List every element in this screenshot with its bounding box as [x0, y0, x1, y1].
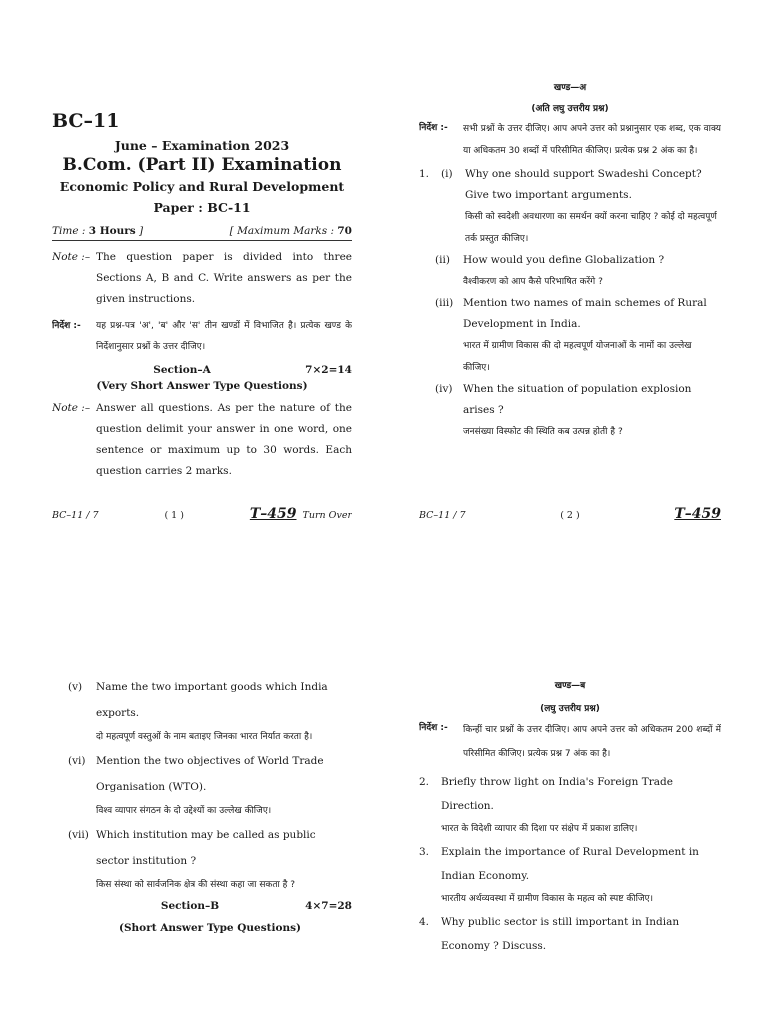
time-marks-row: [52, 225, 352, 241]
question-1-v: (v) Name the two important goods which India exports. दो महत्वपूर्ण वस्तुओं के नाम बताइए जिनका भारत निर्यात करता है।: [68, 681, 328, 742]
page-2-footer: BC–11 / 7 ( 2 ) T–459: [419, 506, 721, 522]
marks-info: [ Maximum Marks : 70: [229, 225, 352, 237]
page-3: [68, 674, 352, 1024]
khand-b-heading: खण्ड—ब: [554, 681, 586, 691]
degree-title: B.Com. (Part II) Examination: [62, 155, 342, 175]
note-section-a: Note :– Answer all questions. As per the nature of the question delimit your answer in one word, one sentence or maximum up to 30 words. Each question carries 2 marks.: [52, 402, 352, 477]
question-1-ii: (ii) How would you define Globalization ? वैश्वीकरण को आप कैसे परिभाषित करेंगे ?: [435, 254, 665, 287]
page-1-footer: BC–11 / 7 ( 1 ) T–459 Turn Over: [52, 506, 352, 522]
question-1-vi: (vi) Mention the two objectives of World Trade Organisation (WTO). विश्व व्यापार संगठन के दो उद्देश्यों का उल्लेख कीजिए।: [68, 755, 324, 816]
time-info: Time : 3 Hours ]: [52, 225, 144, 237]
khand-b-subheading: (लघु उत्तरीय प्रश्न): [540, 704, 600, 714]
nirdesh-section-b: निर्देश :- किन्हीं चार प्रश्नों के उत्तर दीजिए। आप अपने उत्तर को अधिकतम 200 शब्दों में परिसीमित कीजिए। प्रत्येक प्रश्न 7 अंक का है।: [419, 723, 721, 759]
paper-code: BC–11: [52, 110, 120, 132]
nirdesh-section-a: निर्देश :- सभी प्रश्नों के उत्तर दीजिए। आप अपने उत्तर को प्रश्नानुसार एक शब्द, एक वाक्य या अधिकतम 30 शब्दों में परिसीमित कीजिए। प्रत्येक प्रश्न 2 अंक का है।: [419, 123, 721, 156]
exam-session: June – Examination 2023: [114, 138, 290, 153]
section-b-subheading: (Short Answer Type Questions): [119, 922, 301, 934]
page-1: [52, 88, 352, 528]
section-a-subheading: (Very Short Answer Type Questions): [96, 380, 308, 392]
section-a-heading: Section–A 7×2=14: [153, 364, 352, 376]
question-3: 3. Explain the importance of Rural Development in Indian Economy. भारतीय अर्थव्यवस्था में ग्रामीण विकास के महत्व को स्पष्ट कीजिए।: [419, 846, 699, 904]
question-1-iv: (iv) When the situation of population explosion arises ? जनसंख्या विस्फोट की स्थिति कब उत्पन्न होती है ?: [435, 383, 692, 437]
page-2: [419, 80, 721, 528]
subject-title: Economic Policy and Rural Development: [59, 179, 345, 194]
question-1-i: 1. (i) Why one should support Swadeshi Concept? Give two important arguments. किसी को स्वदेशी अवधारणा का समर्थन क्यों करना चाहिए ? कोई दो महत्वपूर्ण तर्क प्रस्तुत कीजिए।: [419, 168, 717, 244]
khand-a-subheading: (अति लघु उत्तरीय प्रश्न): [531, 104, 609, 114]
page-4: [419, 674, 721, 1024]
question-4: 4. Why public sector is still important in Indian Economy ? Discuss.: [419, 916, 680, 952]
question-2: 2. Briefly throw light on India's Foreign Trade Direction. भारत के विदेशी व्यापार की दिशा पर संक्षेप में प्रकाश डालिए।: [419, 776, 673, 834]
note-instructions: Note :– The question paper is divided into three Sections A, B and C. Write answers as per the given instructions.: [52, 251, 352, 305]
question-1-iii: (iii) Mention two names of main schemes of Rural Development in India. भारत में ग्रामीण विकास की दो महत्वपूर्ण योजनाओं के नामों का उल्लेख कीजिए।: [435, 297, 707, 373]
section-b-heading: Section–B 4×7=28: [160, 900, 352, 912]
question-1-vii: (vii) Which institution may be called as public sector institution ? किस संस्था को सार्वजनिक क्षेत्र की संस्था कहा जा सकता है ?: [68, 829, 316, 890]
khand-a-heading: खण्ड—अ: [553, 83, 587, 93]
paper-label: Paper : BC-11: [153, 200, 251, 215]
nirdesh-instructions: निर्देश :- यह प्रश्न-पत्र 'अ', 'ब' और 'स' तीन खण्डों में विभाजित है। प्रत्येक खण्ड के निर्देशानुसार प्रश्नों के उत्तर दीजिए।: [52, 321, 352, 352]
